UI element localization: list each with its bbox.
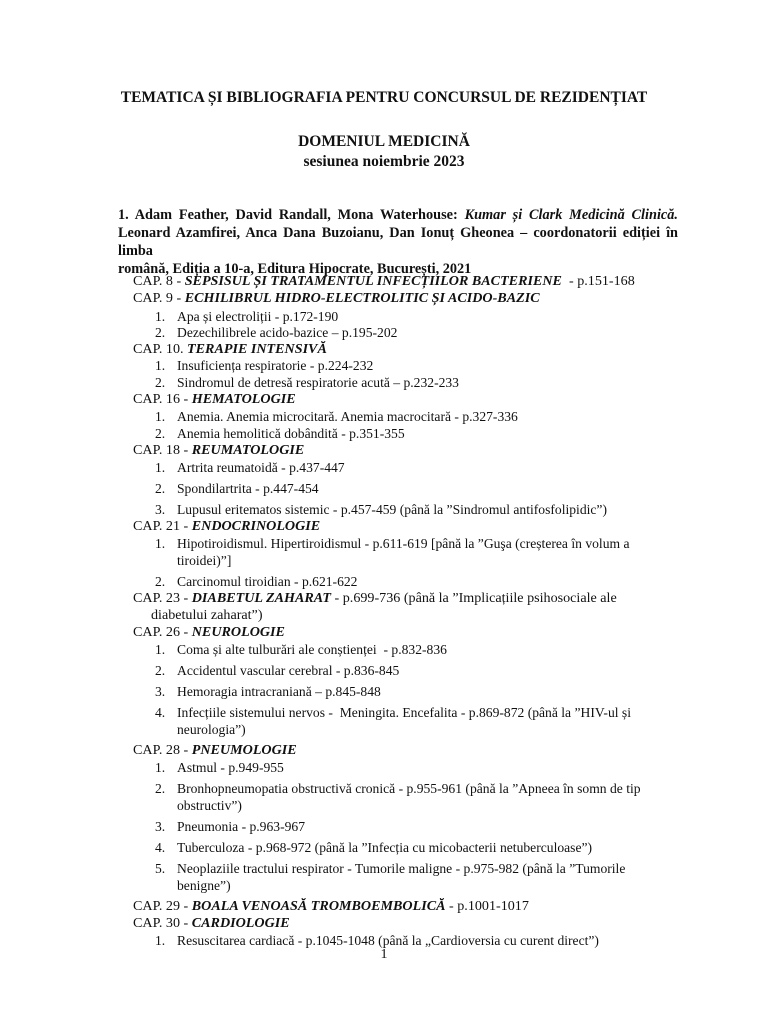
chapter-heading: [133, 624, 285, 641]
topic-item: [155, 860, 625, 877]
topic-text: Lupusul eritematos sistemic - p.457-459 (până la ”Sindromul antifosfolipidic”): [177, 502, 607, 517]
topic-text: Hemoragia intracraniană – p.845-848: [177, 684, 381, 699]
chapter-number: CAP. 29 -: [133, 898, 192, 914]
topic-number: 1.: [155, 309, 166, 324]
topic-number: 2.: [155, 574, 166, 589]
chapter-heading: [133, 898, 529, 915]
chapter-pages: - p.699-736 (până la ”Implicațiile psihosociale ale: [331, 590, 617, 606]
topic-text: Anemia hemolitică dobândită - p.351-355: [177, 426, 405, 441]
chapter-number: CAP. 16 -: [133, 391, 192, 407]
session-heading: sesiunea noiembrie 2023: [303, 153, 465, 170]
topic-item: [155, 374, 459, 391]
chapter-number: CAP. 28 -: [133, 742, 192, 758]
chapter-title: BOALA VENOASĂ TROMBOEMBOLICĂ: [191, 898, 446, 914]
chapter-title: DIABETUL ZAHARAT: [191, 590, 332, 606]
chapter-heading: [133, 518, 320, 535]
topic-item: [155, 704, 631, 721]
topic-number: 2.: [155, 481, 166, 496]
topic-number: 2.: [155, 325, 166, 340]
topic-number: 3.: [155, 684, 166, 699]
chapter-number: CAP. 26 -: [133, 624, 192, 640]
domain-heading: DOMENIUL MEDICINĂ: [298, 133, 470, 150]
chapter-number: CAP. 23 -: [133, 590, 192, 606]
topic-item: [155, 408, 518, 425]
chapter-heading: [133, 742, 297, 759]
chapter-title: NEUROLOGIE: [191, 624, 285, 640]
chapter-heading-continuation: diabetului zaharat”): [151, 607, 263, 623]
document-title: TEMATICA ȘI BIBLIOGRAFIA PENTRU CONCURSUL DE REZIDENȚIAT: [120, 89, 648, 106]
topic-item: [155, 573, 357, 590]
topic-text-continuation: obstructiv”): [177, 798, 242, 813]
chapter-number: CAP. 9 -: [133, 290, 185, 306]
topic-text: Anemia. Anemia microcitară. Anemia macrocitară - p.327-336: [177, 409, 518, 424]
topic-item: [155, 839, 592, 856]
chapter-title: HEMATOLOGIE: [191, 391, 296, 407]
topic-item: [155, 662, 399, 679]
chapter-title: ENDOCRINOLOGIE: [191, 518, 321, 534]
chapter-heading: [133, 341, 327, 358]
topic-item: [155, 683, 381, 700]
chapter-number: CAP. 21 -: [133, 518, 192, 534]
chapter-title: CARDIOLOGIE: [191, 915, 290, 931]
topic-text: Resuscitarea cardiacă - p.1045-1048 (până la „Cardioversia cu curent direct”): [177, 933, 599, 948]
topic-number: 1.: [155, 358, 166, 373]
chapter-number: CAP. 30 -: [133, 915, 192, 931]
topic-text: Artrita reumatoidă - p.437-447: [177, 460, 345, 475]
chapter-heading: [133, 391, 296, 408]
topic-number: 1.: [155, 460, 166, 475]
chapter-heading: [133, 273, 635, 290]
topic-number: 1.: [155, 933, 166, 948]
topic-text: Hipotiroidismul. Hipertiroidismul - p.611-619 [până la ”Guşa (creșterea în volum a: [177, 536, 630, 551]
topic-text: Accidentul vascular cerebral - p.836-845: [177, 663, 400, 678]
topic-text-continuation: benigne”): [177, 878, 231, 893]
chapter-heading: [133, 290, 540, 307]
topic-item: [155, 480, 319, 497]
page-number: 1: [380, 947, 388, 962]
topic-number: 4.: [155, 840, 166, 855]
topic-number: 2.: [155, 375, 166, 390]
chapter-title: ECHILIBRUL HIDRO-ELECTROLITIC ȘI ACIDO-BAZIC: [184, 290, 540, 306]
topic-number: 1.: [155, 536, 166, 551]
chapter-pages: - p.1001-1017: [445, 898, 529, 914]
topic-text: Sindromul de detresă respiratorie acută – p.232-233: [177, 375, 459, 390]
topic-text: Infecțiile sistemului nervos - Meningita. Encefalita - p.869-872 (până la ”HIV-ul și: [177, 705, 632, 720]
chapter-title: REUMATOLOGIE: [191, 442, 305, 458]
topic-number: 4.: [155, 705, 166, 720]
topic-text: Coma și alte tulburări ale conștienței - p.832-836: [177, 642, 447, 657]
chapter-title: PNEUMOLOGIE: [191, 742, 297, 758]
topic-item: [155, 425, 405, 442]
topic-item: [155, 818, 305, 835]
chapter-number: CAP. 18 -: [133, 442, 192, 458]
topic-item: [155, 641, 447, 658]
bibliography-reference: [118, 206, 678, 278]
chapter-title: SEPSISUL ȘI TRATAMENTUL INFECȚIILOR BACTERIENE: [184, 273, 562, 289]
topic-text-continuation: tiroidei)”]: [177, 553, 232, 568]
topic-text: Astmul - p.949-955: [177, 760, 284, 775]
book-title: Kumar și Clark Medicină Clinică.: [464, 207, 678, 223]
topic-number: 1.: [155, 760, 166, 775]
chapter-heading: [133, 590, 617, 607]
topic-number: 5.: [155, 861, 166, 876]
topic-number: 1.: [155, 642, 166, 657]
topic-number: 2.: [155, 663, 166, 678]
topic-number: 2.: [155, 426, 166, 441]
chapter-heading: [133, 442, 304, 459]
bibliography-line-3: română, Ediția a 10-a, Editura Hipocrate, București, 2021: [118, 261, 472, 277]
topic-number: 3.: [155, 819, 166, 834]
topic-item: [155, 459, 345, 476]
topic-text: Insuficiența respiratorie - p.224-232: [177, 358, 374, 373]
bibliography-line-2: Leonard Azamfirei, Anca Dana Buzoianu, Dan Ionuț Gheonea – coordonatorii ediției în limba: [118, 225, 678, 259]
topic-item: [155, 308, 338, 325]
chapter-number: CAP. 8 -: [133, 273, 185, 289]
topic-item: [155, 759, 284, 776]
chapter-number: CAP. 10.: [133, 341, 188, 357]
bibliography-line-1: 1. Adam Feather, David Randall, Mona Waterhouse: Kumar și Clark Medicină Clinică.: [118, 207, 678, 223]
chapter-pages: - p.151-168: [561, 273, 635, 289]
topic-text: Apa și electroliții - p.172-190: [177, 309, 339, 324]
topic-text: Carcinomul tiroidian - p.621-622: [177, 574, 358, 589]
topic-item: [155, 535, 630, 552]
topic-text: Bronhopneumopatia obstructivă cronică - p.955-961 (până la ”Apneea în somn de tip: [177, 781, 641, 796]
topic-text: Dezechilibrele acido-bazice – p.195-202: [177, 325, 398, 340]
topic-text: Tuberculoza - p.968-972 (până la ”Infecția cu micobacterii netuberculoase”): [177, 840, 593, 855]
topic-text: Spondilartrita - p.447-454: [177, 481, 319, 496]
chapter-heading: [133, 915, 290, 932]
topic-text: Pneumonia - p.963-967: [177, 819, 305, 834]
topic-number: 1.: [155, 409, 166, 424]
topic-text: Neoplaziile tractului respirator - Tumorile maligne - p.975-982 (până la ”Tumorile: [177, 861, 626, 876]
chapter-title: TERAPIE INTENSIVĂ: [187, 341, 327, 357]
topic-number: 2.: [155, 781, 166, 796]
topic-text-continuation: neurologia”): [177, 722, 246, 737]
topic-item: [155, 324, 397, 341]
topic-item: [155, 357, 373, 374]
topic-item: [155, 780, 641, 797]
topic-item: [155, 501, 607, 518]
topic-number: 3.: [155, 502, 166, 517]
